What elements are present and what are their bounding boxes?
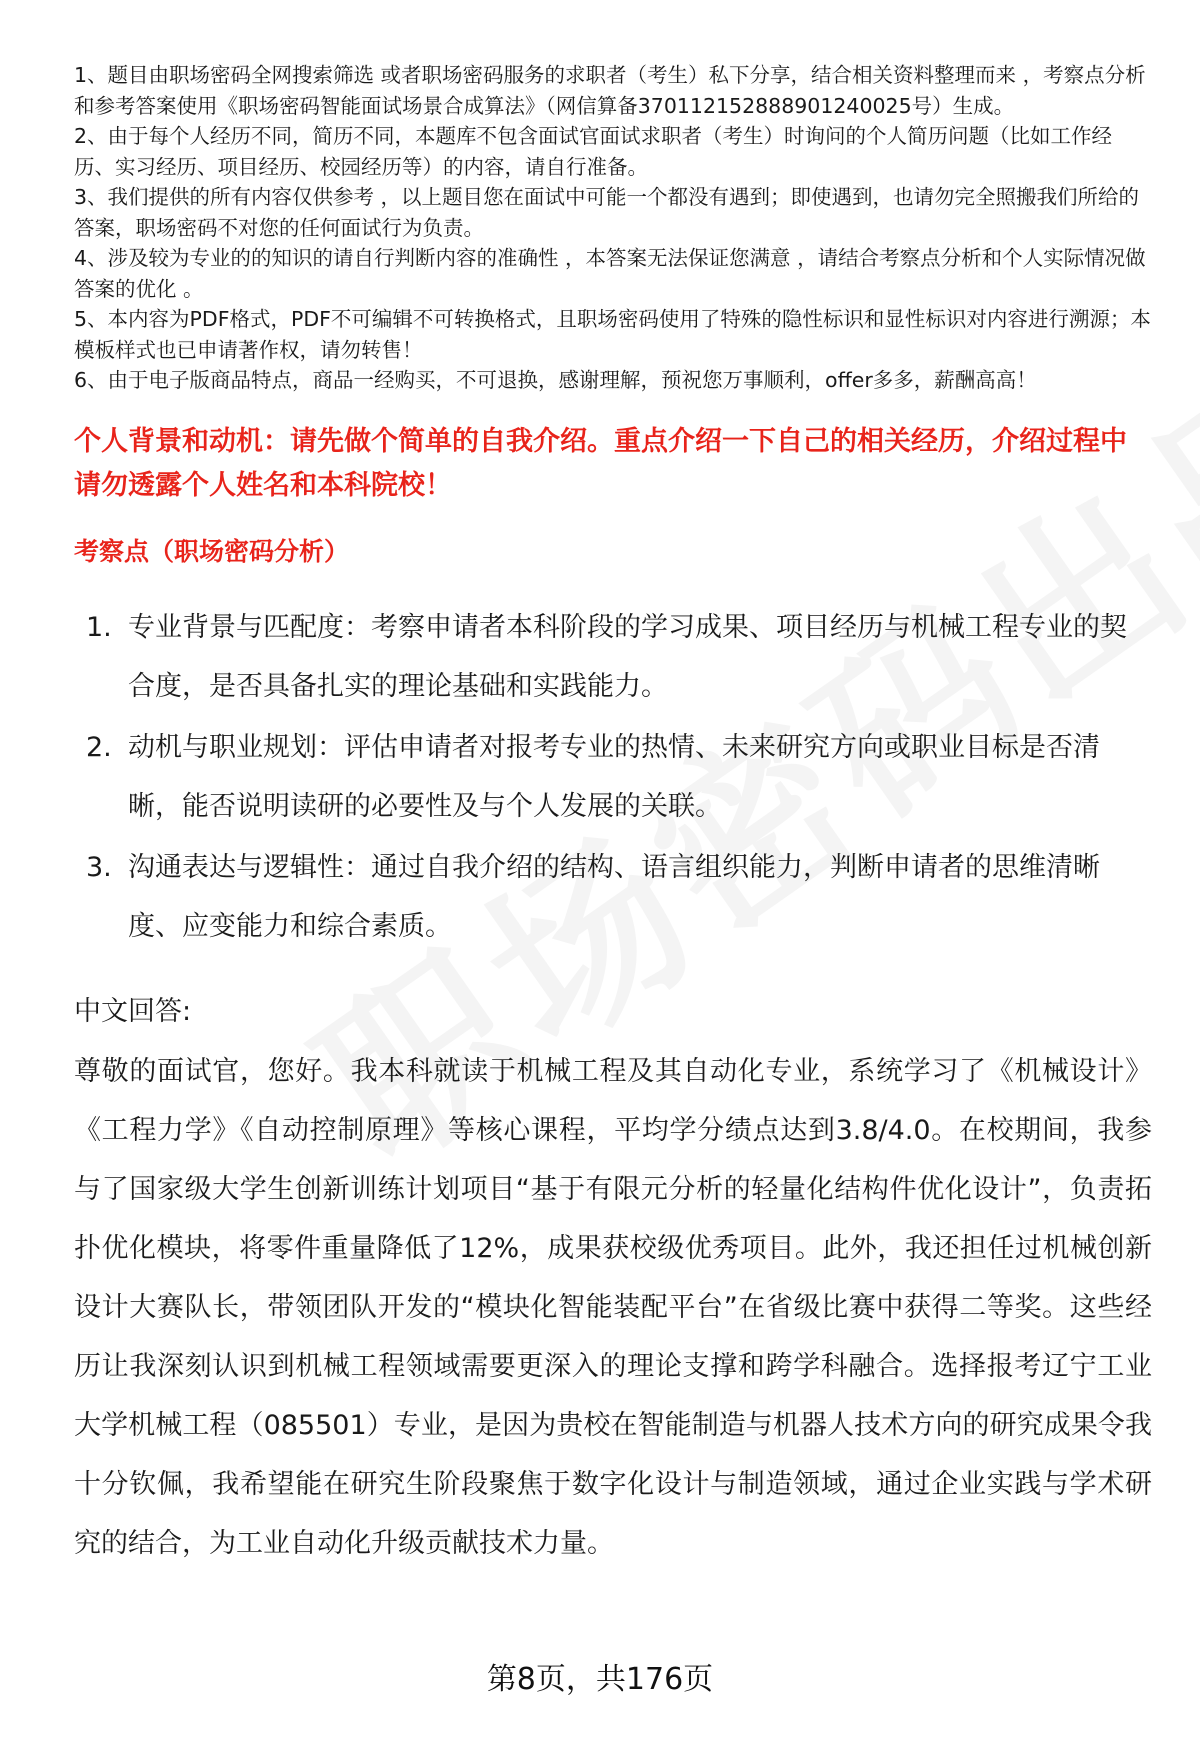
- document-page: [74, 60, 1152, 1573]
- note-4: 4、涉及较为专业的的知识的请自行判断内容的准确性 ，本答案无法保证您满意 ，请结合考察点分析和个人实际情况做答案的优化 。: [74, 246, 1146, 301]
- point-text: 动机与职业规划：评估申请者对报考专业的热情、未来研究方向或职业目标是否清晰，能否说明读研的必要性及与个人发展的关联。: [128, 731, 1100, 822]
- note-3: 3、我们提供的所有内容仅供参考 ，以上题目您在面试中可能一个都没有遇到；即使遇到，也请勿完全照搬我们所给的答案，职场密码不对您的任何面试行为负责。: [74, 185, 1140, 240]
- point-number: 1.: [86, 611, 112, 643]
- analysis-title: 考察点（职场密码分析）: [74, 536, 350, 566]
- note-1: 1、题目由职场密码全网搜索筛选 或者职场密码服务的求职者（考生）私下分享，结合相关资料整理而来 ，考察点分析和参考答案使用《职场密码智能面试场景合成算法》（网信算备370112152888901240025号）生成。: [74, 63, 1146, 118]
- interview-question: 个人背景和动机：请先做个简单的自我介绍。重点介绍一下自己的相关经历，介绍过程中请勿透露个人姓名和本科院校！: [74, 425, 1127, 501]
- analysis-point: [74, 718, 1152, 836]
- point-number: 2.: [86, 731, 112, 763]
- point-text: 沟通表达与逻辑性：通过自我介绍的结构、语言组织能力，判断申请者的思维清晰度、应变能力和综合素质。: [128, 851, 1100, 942]
- analysis-point: [74, 598, 1152, 716]
- disclaimer-notes: [74, 60, 1152, 396]
- answer-label: 中文回答:: [74, 995, 192, 1027]
- note-2: 2、由于每个人经历不同，简历不同，本题库不包含面试官面试求职者（考生）时询问的个人简历问题（比如工作经历、实习经历、项目经历、校园经历等）的内容，请自行准备。: [74, 124, 1113, 179]
- analysis-points: [74, 598, 1152, 956]
- point-text: 专业背景与匹配度：考察申请者本科阶段的学习成果、项目经历与机械工程专业的契合度，是否具备扎实的理论基础和实践能力。: [128, 611, 1127, 702]
- answer-text: 尊敬的面试官，您好。我本科就读于机械工程及其自动化专业，系统学习了《机械设计》《工程力学》《自动控制原理》等核心课程，平均学分绩点达到3.8/4.0。在校期间，我参与了国家级大学生创新训练计划项目“基于有限元分析的轻量化结构件优化设计”，负责拓扑优化模块，将零件重量降低了12%，成果获校级优秀项目。此外，我还担任过机械创新设计大赛队长，带领团队开发的“模块化智能装配平台”在省级比赛中获得二等奖。这些经历让我深刻认识到机械工程领域需要更深入的理论支撑和跨学科融合。选择报考辽宁工业大学机械工程（085501）专业，是因为贵校在智能制造与机器人技术方向的研究成果令我十分钦佩，我希望能在研究生阶段聚焦于数字化设计与制造领域，通过企业实践与学术研究的结合，为工业自动化升级贡献技术力量。: [74, 1055, 1152, 1559]
- note-6: 6、由于电子版商品特点，商品一经购买，不可退换，感谢理解，预祝您万事顺利，offer多多，薪酬高高！: [74, 368, 1037, 392]
- page-number: 第8页，共176页: [486, 1662, 714, 1697]
- note-5: 5、本内容为PDF格式，PDF不可编辑不可转换格式，且职场密码使用了特殊的隐性标识和显性标识对内容进行溯源；本模板样式也已申请著作权，请勿转售！: [74, 307, 1151, 362]
- analysis-point: [74, 838, 1152, 956]
- point-number: 3.: [86, 851, 112, 883]
